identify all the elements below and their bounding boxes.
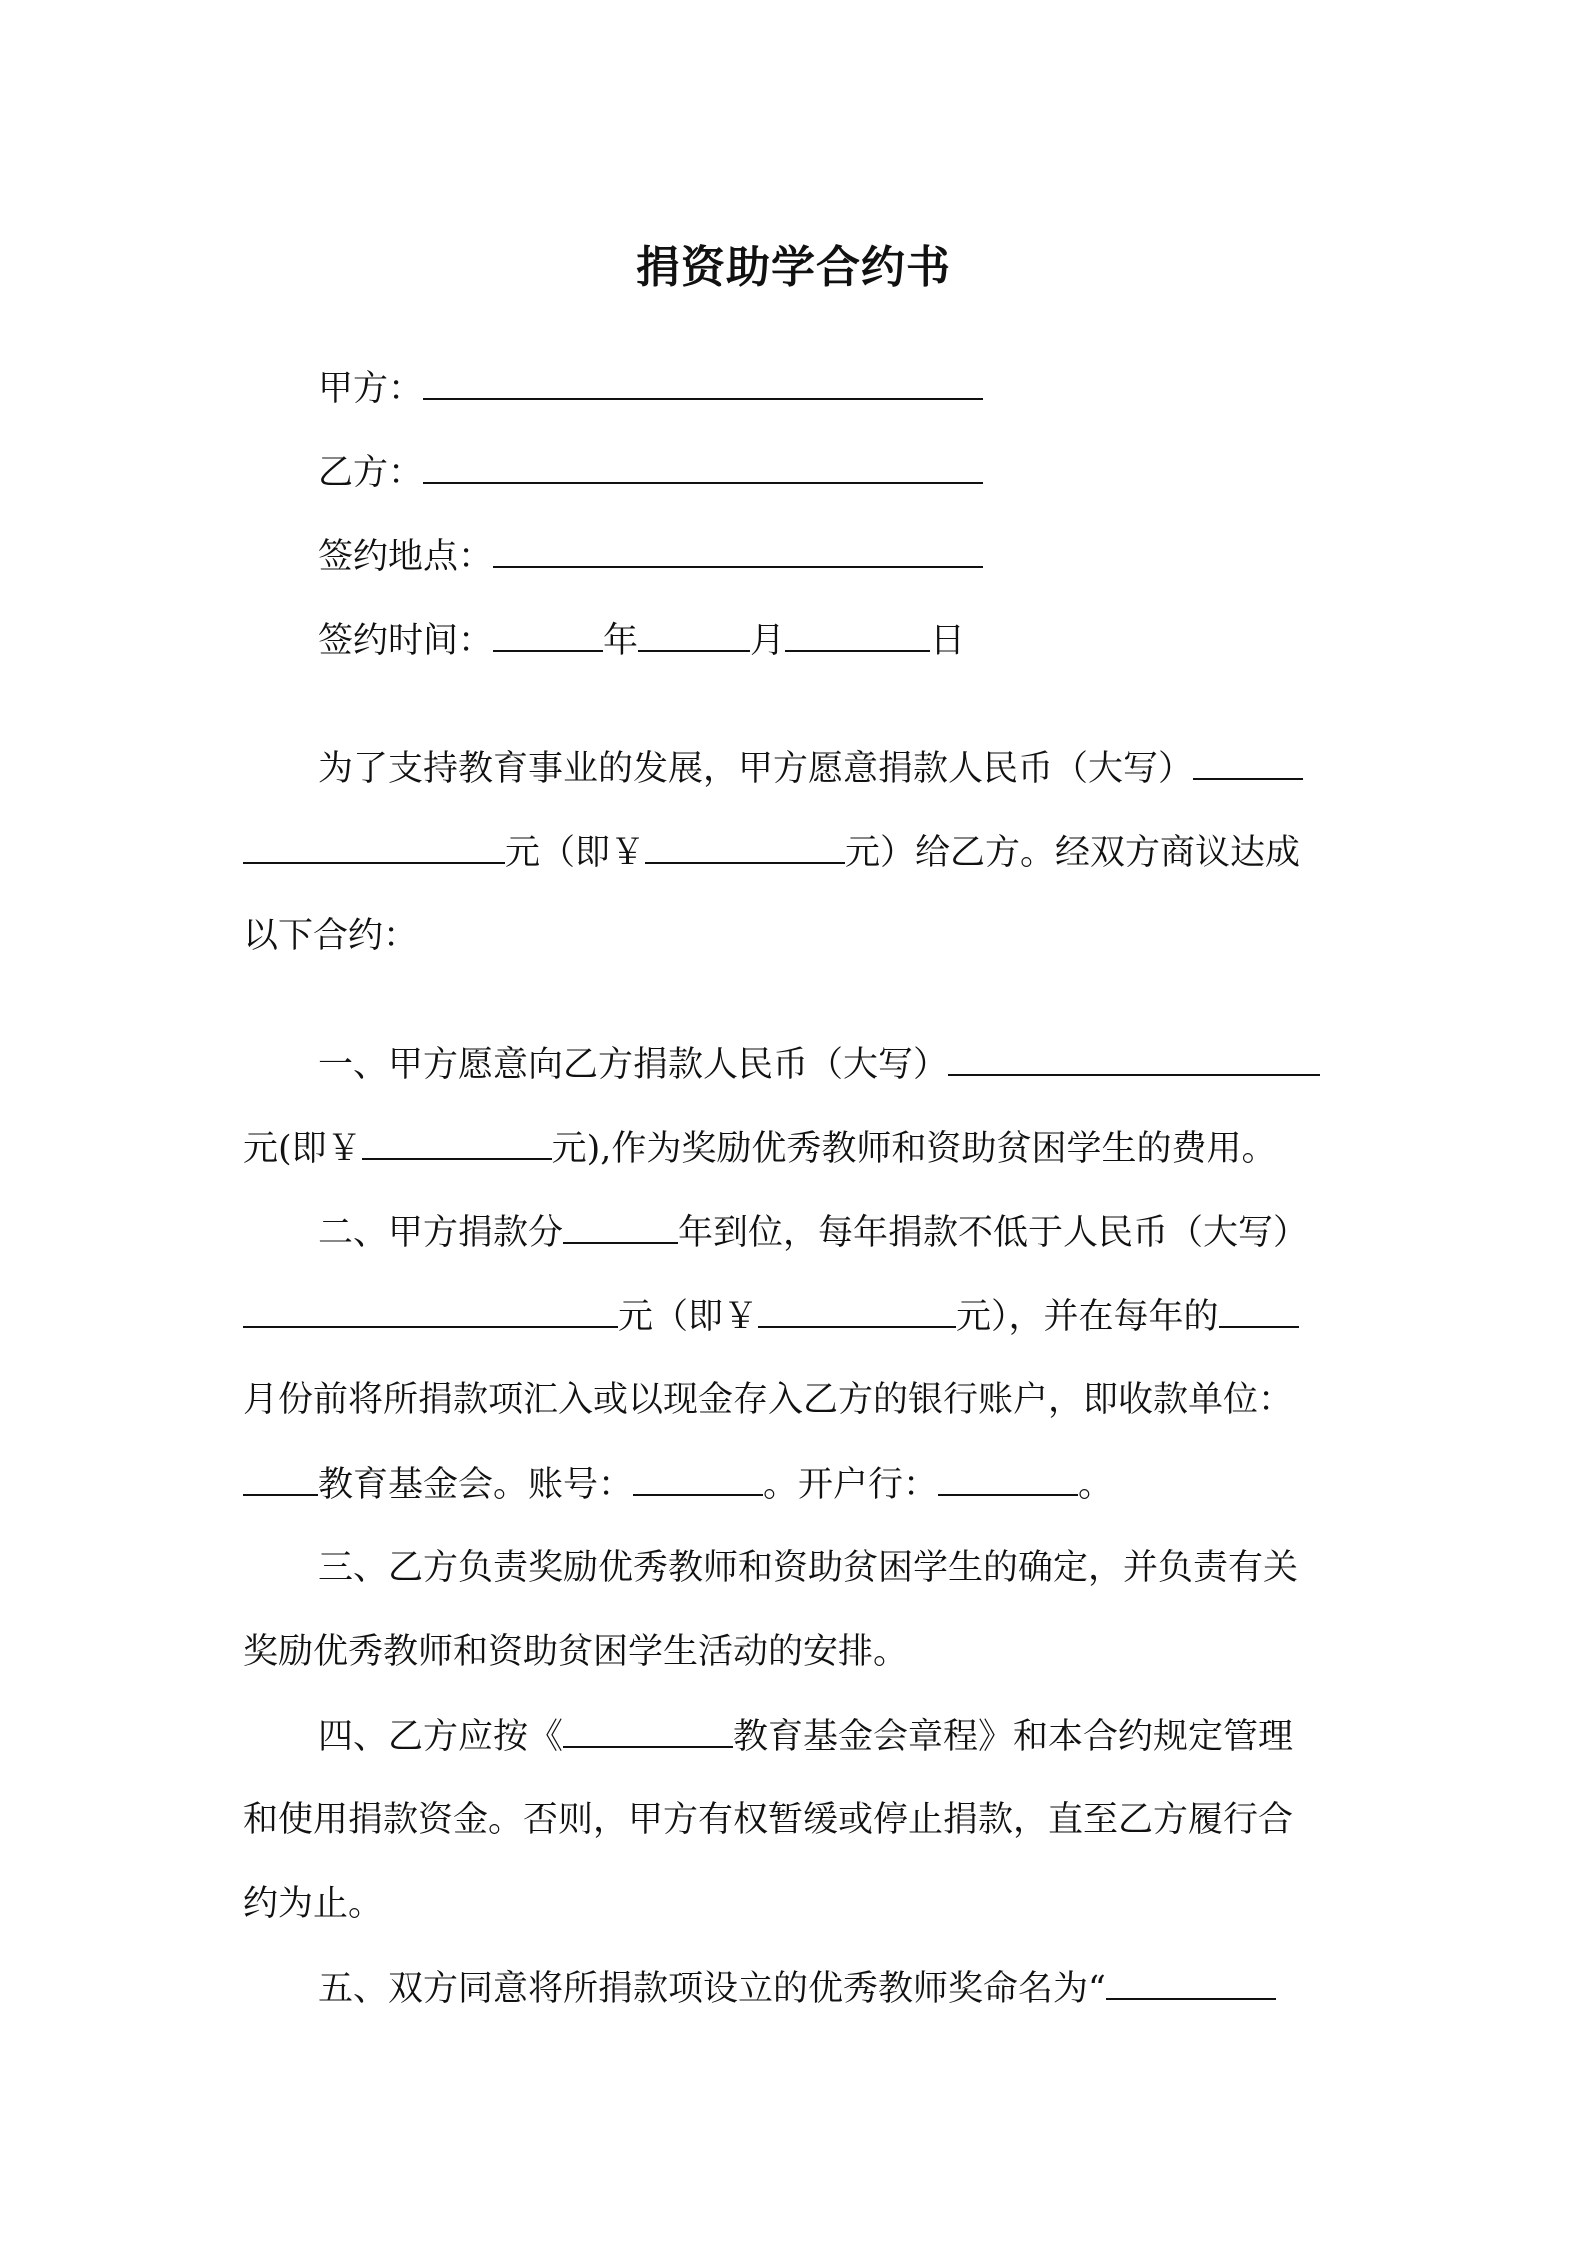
sign-year-blank[interactable] [493,618,603,652]
clause2-month-blank[interactable] [1219,1294,1299,1328]
clause2-amount-words-blank[interactable] [243,1294,618,1328]
intro-line-2 [243,830,1300,874]
intro-text-2b: 元）给乙方。经双方商议达成 [845,833,1301,873]
party-a-line [318,366,983,410]
clause2-text-2a: 元（即￥ [618,1297,759,1337]
intro-line-3 [243,914,418,958]
clause4-line-1 [318,1714,1293,1758]
intro-text-3: 以下合约： [243,916,419,956]
foundation-name-blank[interactable] [563,1714,733,1748]
document-title: 捐资助学合约书 [636,242,951,293]
payee-name-blank[interactable] [243,1462,318,1496]
sign-day-blank[interactable] [785,618,930,652]
sign-place-blank[interactable] [493,534,983,568]
clause2-line-4 [243,1462,1113,1506]
sign-time-line [318,618,965,662]
party-b-label: 乙方： [318,453,424,493]
clause4-text-1b: 教育基金会章程》和本合约规定管理 [733,1717,1294,1757]
clause2-text-1b: 年到位，每年捐款不低于人民币（大写） [678,1213,1309,1253]
clause3-line-1 [318,1546,1298,1590]
clause4-text-3: 约为止。 [243,1884,384,1924]
clause2-text-1a: 二、甲方捐款分 [318,1213,564,1253]
intro-text-1: 为了支持教育事业的发展，甲方愿意捐款人民币（大写） [318,749,1194,789]
clause2-text-4c: 。 [1078,1465,1114,1505]
sign-month-blank[interactable] [638,618,750,652]
clause1-line-2 [243,1126,1276,1170]
year-label: 年 [603,621,639,661]
intro-text-2a: 元（即￥ [505,833,646,873]
party-a-blank[interactable] [423,366,983,400]
clause4-line-3 [243,1882,383,1926]
month-label: 月 [750,621,786,661]
clause3-text-2: 奖励优秀教师和资助贫困学生活动的安排。 [243,1632,909,1672]
clause3-text-1: 三、乙方负责奖励优秀教师和资助贫困学生的确定，并负责有关 [318,1548,1299,1588]
clause2-years-blank[interactable] [563,1210,678,1244]
sign-time-label: 签约时间： [318,621,494,661]
clause1-text-1: 一、甲方愿意向乙方捐款人民币（大写） [318,1045,949,1085]
clause1-text-2b: 元),作为奖励优秀教师和资助贫困学生的费用。 [551,1129,1277,1169]
clause2-line-3 [243,1378,1293,1422]
clause2-amount-number-blank[interactable] [758,1294,956,1328]
donation-amount-words-blank[interactable] [1193,746,1303,780]
teacher-award-name-blank[interactable] [1106,1966,1276,2000]
clause1-line-1 [318,1042,1320,1086]
party-b-line [318,450,983,494]
clause4-text-2: 和使用捐款资金。否则，甲方有权暂缓或停止捐款，直至乙方履行合 [243,1800,1294,1840]
clause2-line-1 [318,1210,1308,1254]
clause2-line-2 [243,1294,1299,1338]
clause5-text-1: 五、双方同意将所捐款项设立的优秀教师奖命名为“ [318,1969,1106,2009]
clause1-amount-words-blank[interactable] [948,1042,1320,1076]
bank-name-blank[interactable] [938,1462,1078,1496]
clause2-text-4b: 。开户行： [763,1465,939,1505]
donation-amount-words-blank-cont[interactable] [243,830,505,864]
clause2-text-2b: 元），并在每年的 [956,1297,1219,1337]
clause4-text-1a: 四、乙方应按《 [318,1717,564,1757]
sign-place-label: 签约地点： [318,537,494,577]
account-number-blank[interactable] [633,1462,763,1496]
clause1-amount-number-blank[interactable] [362,1126,552,1160]
clause4-line-2 [243,1798,1293,1842]
party-a-label: 甲方： [318,369,424,409]
clause2-text-4a: 教育基金会。账号： [318,1465,634,1505]
clause3-line-2 [243,1630,908,1674]
clause2-text-3: 月份前将所捐款项汇入或以现金存入乙方的银行账户，即收款单位： [243,1380,1294,1420]
clause1-text-2a: 元(即￥ [243,1129,362,1169]
sign-place-line [318,534,983,578]
intro-line-1 [318,746,1303,790]
clause5-line-1 [318,1966,1276,2010]
party-b-blank[interactable] [423,450,983,484]
donation-amount-number-blank[interactable] [645,830,845,864]
day-label: 日 [930,621,966,661]
